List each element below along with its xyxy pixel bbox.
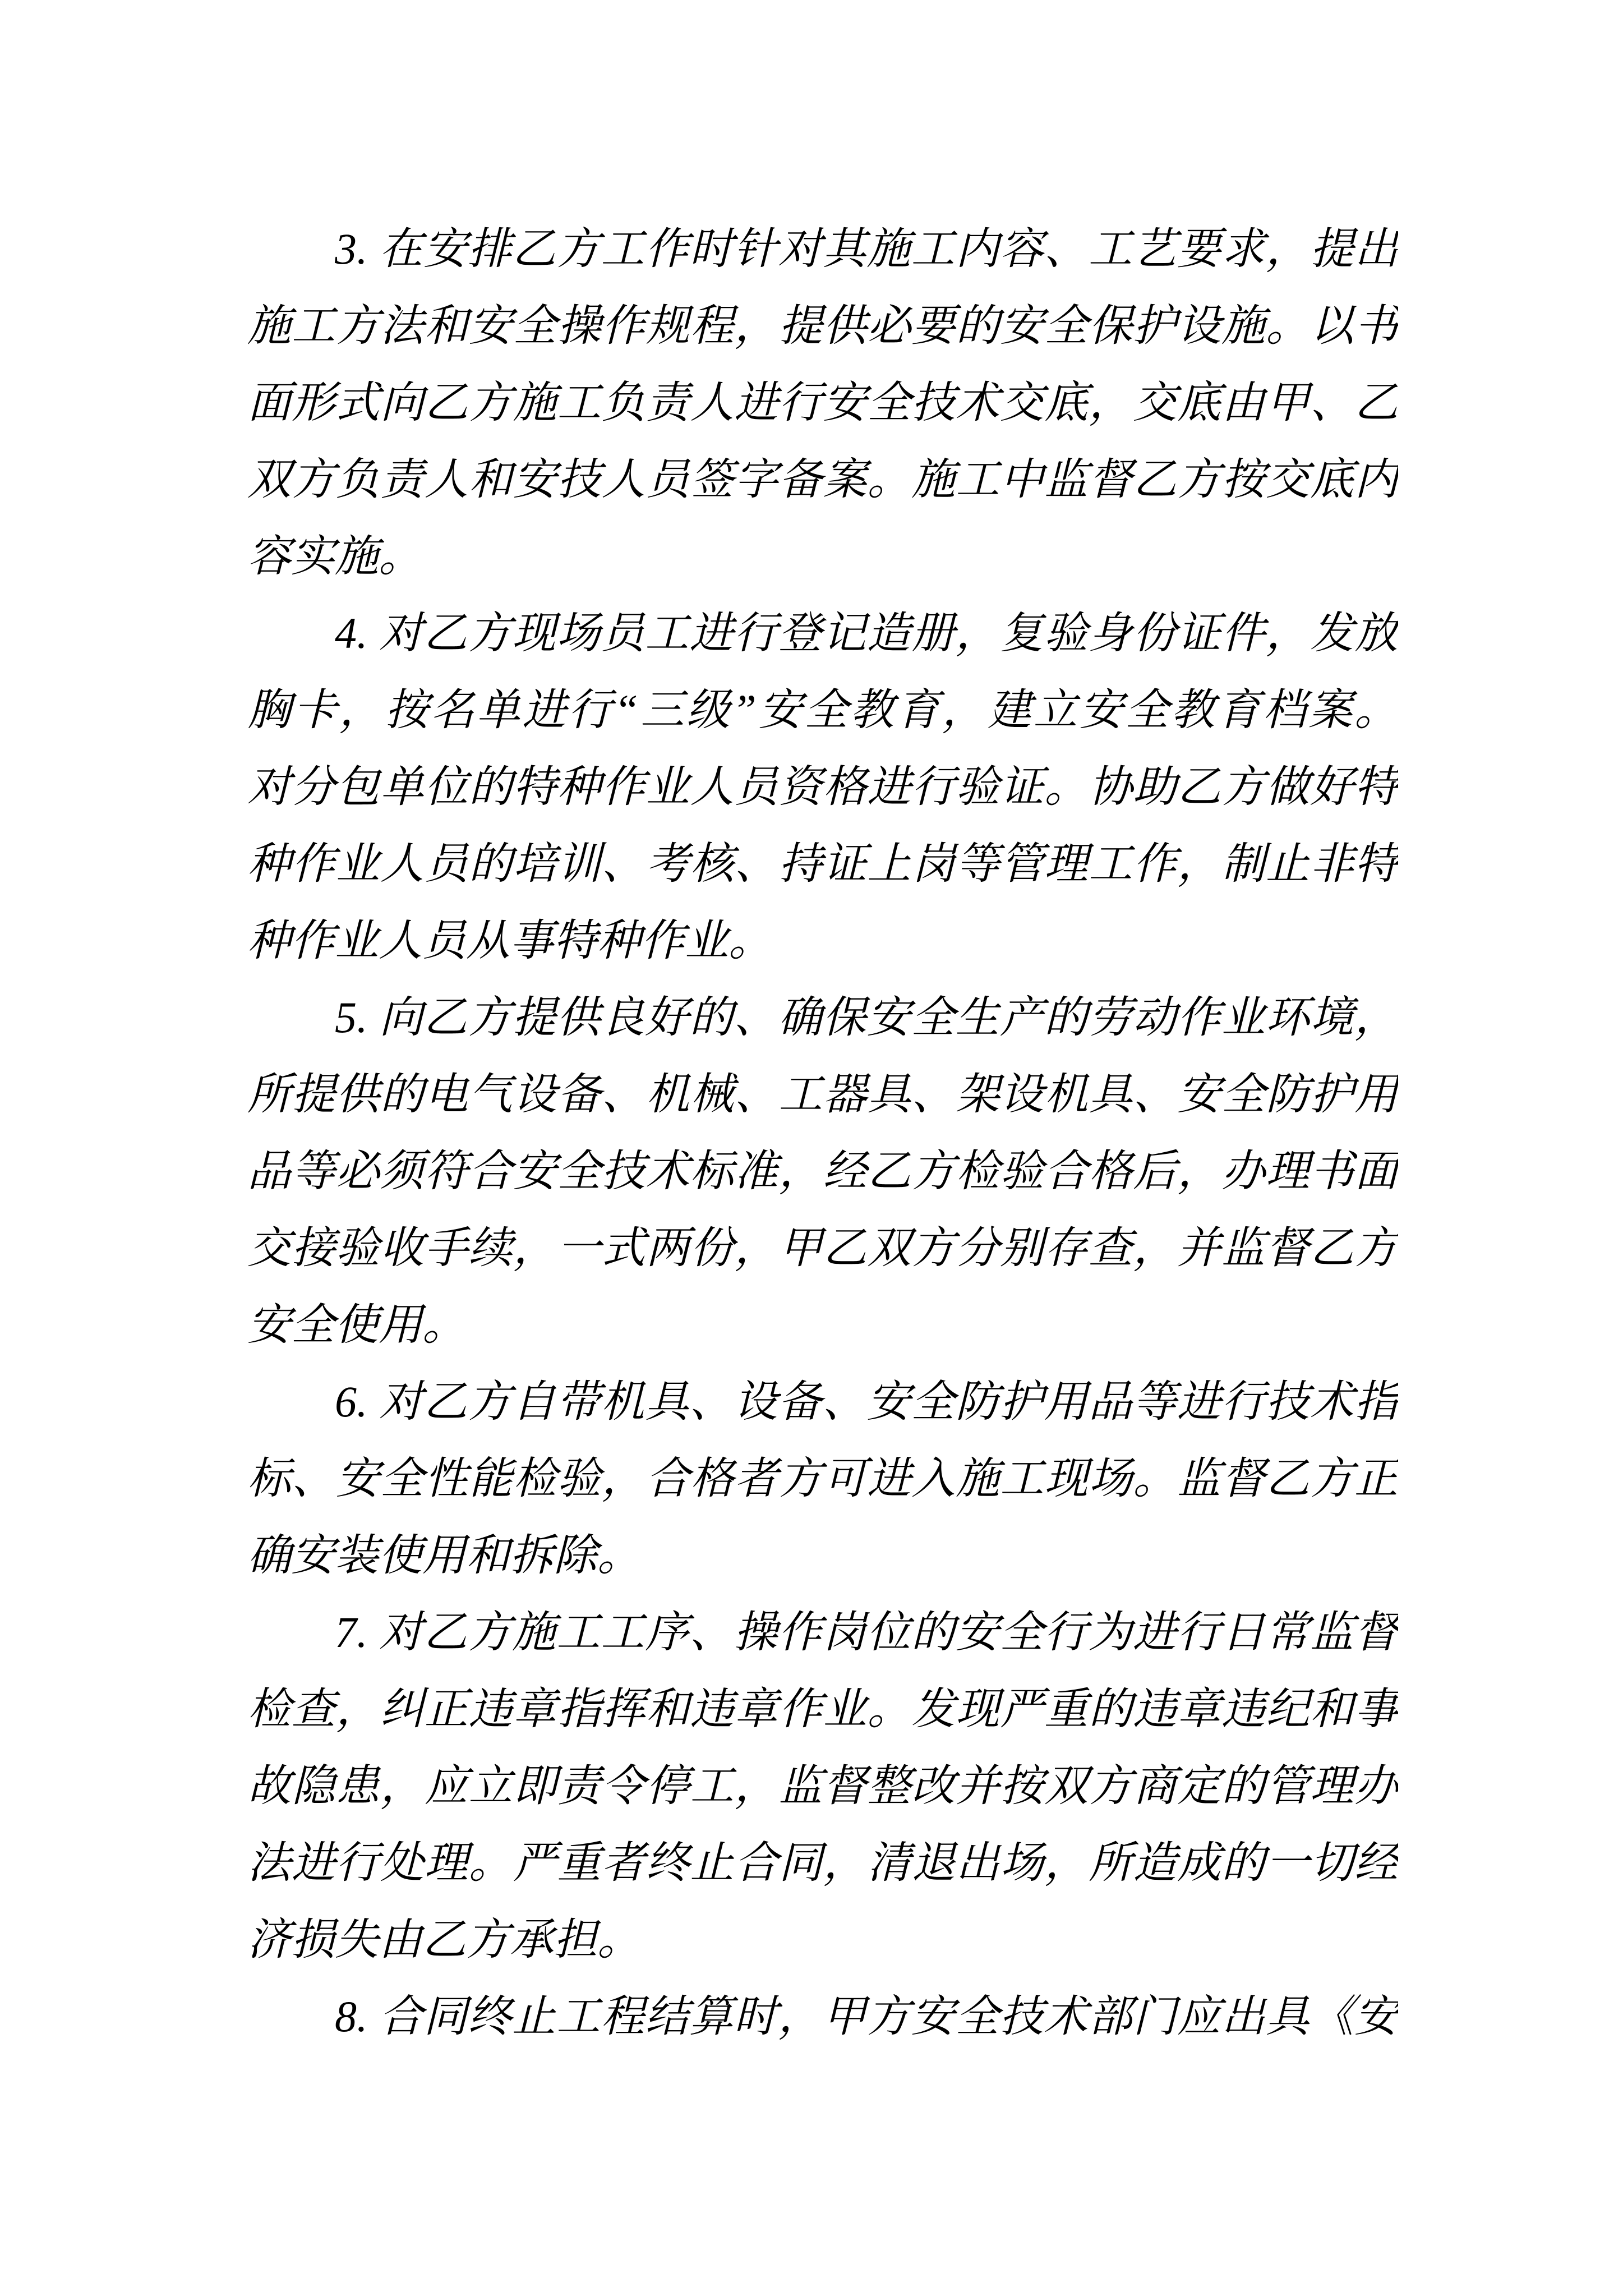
text-line: 确安装使用和拆除。	[247, 1531, 642, 1580]
text-line: 3. 在安排乙方工作时针对其施工内容、工艺要求，提出	[335, 224, 1398, 273]
paragraph	[247, 979, 1398, 1363]
text-line: 容实施。	[247, 532, 423, 581]
text-line: 安全使用。	[247, 1300, 467, 1349]
text-line: 交接验收手续，一式两份，甲乙双方分别存查，并监督乙方	[247, 1223, 1398, 1272]
text-line: 故隐患，应立即责令停工，监督整改并按双方商定的管理办	[247, 1761, 1398, 1810]
paragraph	[247, 1594, 1398, 1978]
text-line: 标、安全性能检验，合格者方可进入施工现场。监督乙方正	[247, 1454, 1398, 1503]
text-line: 法进行处理。严重者终止合同，清退出场，所造成的一切经	[247, 1838, 1398, 1887]
text-line: 种作业人员从事特种作业。	[247, 916, 773, 965]
text-line: 6. 对乙方自带机具、设备、安全防护用品等进行技术指	[335, 1377, 1398, 1426]
text-line: 种作业人员的培训、考核、持证上岗等管理工作，制止非特	[247, 839, 1398, 888]
text-line: 对分包单位的特种作业人员资格进行验证。协助乙方做好特	[247, 762, 1398, 811]
paragraph	[247, 595, 1398, 979]
text-line: 检查，纠正违章指挥和违章作业。发现严重的违章违纪和事	[247, 1685, 1398, 1733]
text-line: 胸卡，按名单进行“三级”安全教育，建立安全教育档案。	[247, 685, 1398, 734]
paragraph	[247, 210, 1398, 595]
text-line: 5. 向乙方提供良好的、确保安全生产的劳动作业环境，	[335, 993, 1398, 1042]
text-line: 7. 对乙方施工工序、操作岗位的安全行为进行日常监督	[335, 1608, 1398, 1657]
text-line: 所提供的电气设备、机械、工器具、架设机具、安全防护用	[247, 1070, 1398, 1119]
paragraph	[247, 1363, 1398, 1594]
text-line: 面形式向乙方施工负责人进行安全技术交底，交底由甲、乙	[247, 378, 1398, 427]
text-line: 品等必须符合安全技术标准，经乙方检验合格后，办理书面	[247, 1147, 1398, 1195]
text-line: 4. 对乙方现场员工进行登记造册，复验身份证件，发放	[335, 609, 1398, 657]
text-content	[247, 210, 1398, 2055]
text-line: 8. 合同终止工程结算时，甲方安全技术部门应出具《安	[335, 1992, 1398, 2041]
text-line: 施工方法和安全操作规程，提供必要的安全保护设施。以书	[247, 301, 1398, 350]
paragraph	[247, 1978, 1398, 2055]
text-line: 双方负责人和安技人员签字备案。施工中监督乙方按交底内	[247, 455, 1398, 504]
text-line: 济损失由乙方承担。	[247, 1915, 642, 1964]
